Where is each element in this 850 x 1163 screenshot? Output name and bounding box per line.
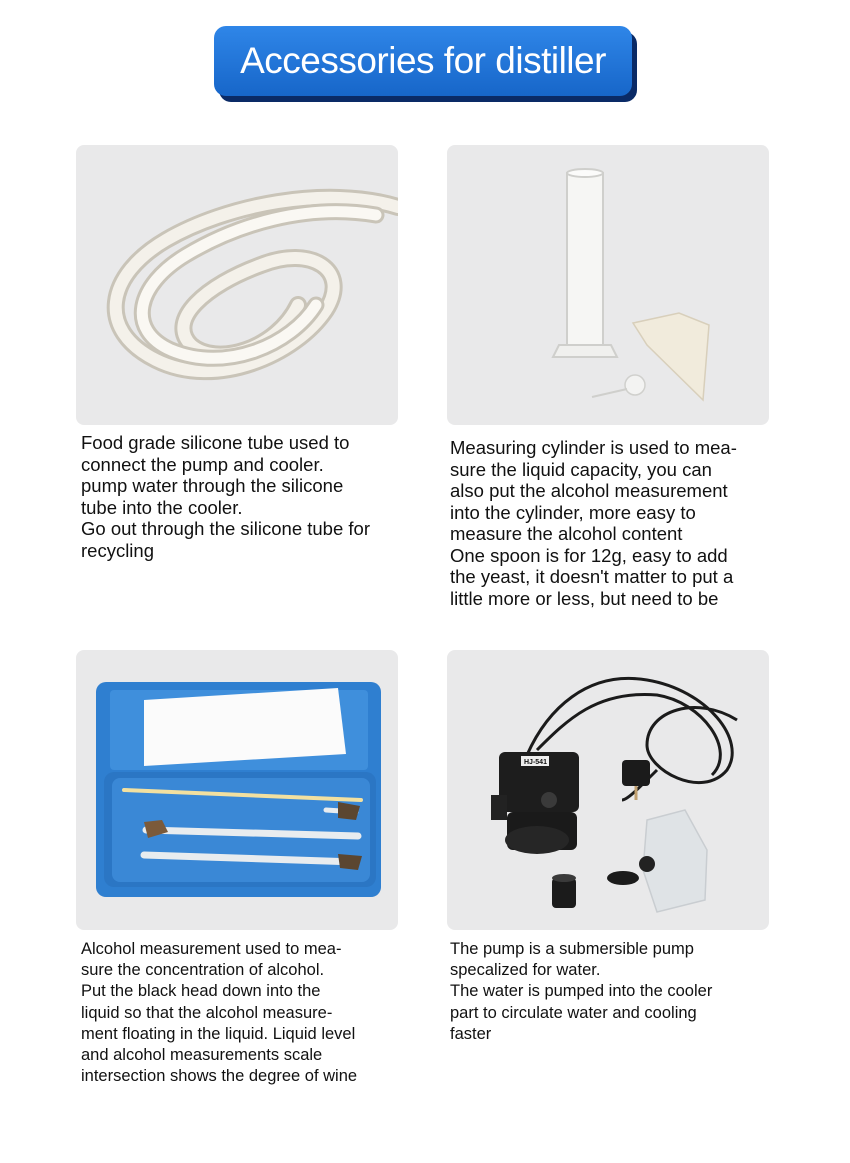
submersible-pump-photo [447, 650, 769, 930]
title-banner [214, 26, 638, 102]
measuring-cylinder-caption: Measuring cylinder is used to mea- sure the liquid capacity, you can also put the alcohol measurement into the cylinder, more easy to measure the alcohol content One spoon is for 12g, easy to add the yeast, it doesn't matter to put a little more or less, but need to be [450, 437, 737, 609]
alcohol-hydrometer-caption: Alcohol measurement used to mea- sure the concentration of alcohol. Put the black head down into the liquid so that the alcohol measure- ment floating in the liquid. Liquid level and alcohol measurements scale intersection shows the degree of wine [81, 940, 358, 1086]
submersible-pump-caption: The pump is a submersible pump specalized for water. The water is pumped into the cooler part to circulate water and cooling faster [450, 940, 713, 1043]
silicone-tube-photo [76, 145, 398, 425]
alcohol-hydrometer-photo [76, 650, 398, 930]
banner [214, 26, 632, 96]
silicone-tube-caption: Food grade silicone tube used to connect the pump and cooler. pump water through the silicone tube into the cooler. Go out through the silicone tube for recycling [81, 432, 370, 561]
page-title: Accessories for distiller [240, 40, 606, 81]
pump-label: HJ-541 [524, 759, 547, 766]
measuring-cylinder-photo [447, 145, 769, 425]
